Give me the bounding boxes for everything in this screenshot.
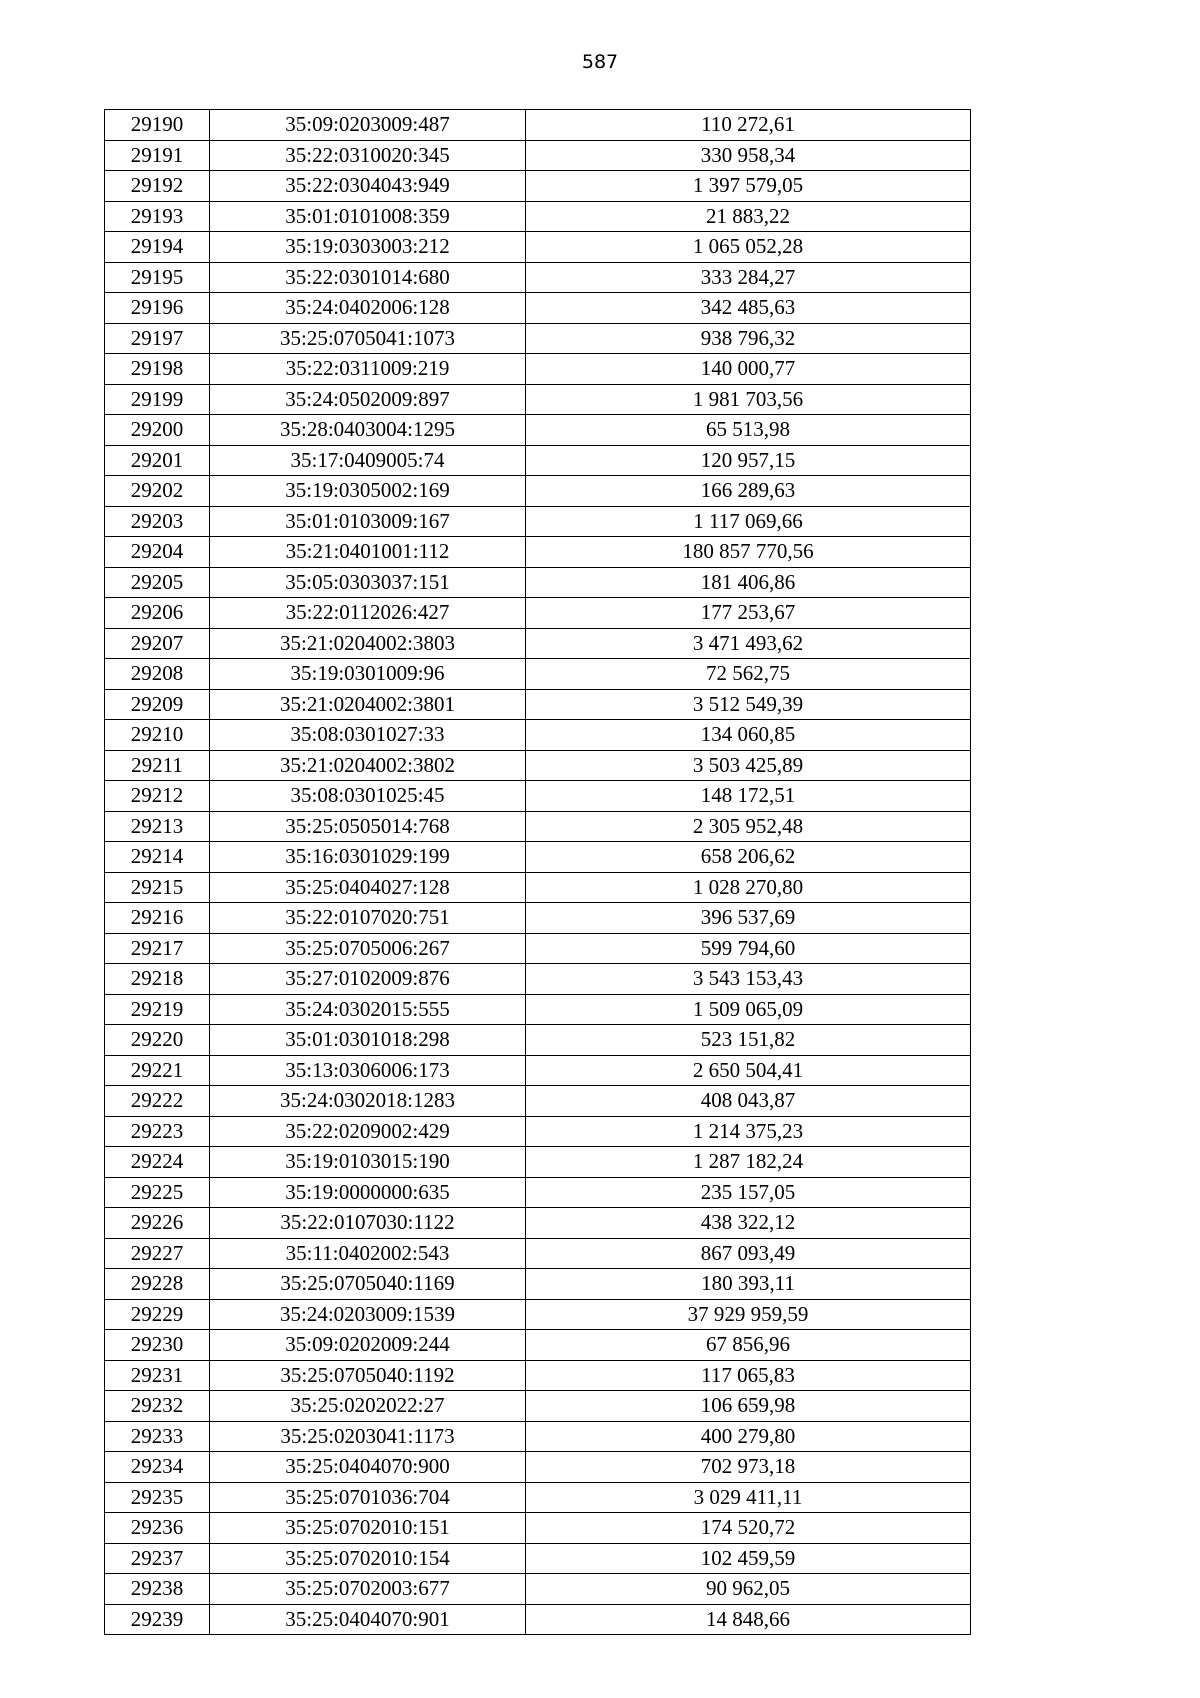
- cadastral-number-cell: 35:25:0701036:704: [210, 1482, 526, 1513]
- cadastral-number-cell: 35:22:0112026:427: [210, 598, 526, 629]
- row-number-cell: 29224: [105, 1147, 210, 1178]
- table-row: [105, 933, 971, 964]
- row-number-cell: 29199: [105, 384, 210, 415]
- row-number-cell: 29222: [105, 1086, 210, 1117]
- row-number-cell: 29236: [105, 1513, 210, 1544]
- table-row: [105, 1452, 971, 1483]
- cadastral-number-cell: 35:25:0203041:1173: [210, 1421, 526, 1452]
- cadastral-value-cell: 400 279,80: [526, 1421, 971, 1452]
- cadastral-value-cell: 1 509 065,09: [526, 994, 971, 1025]
- row-number-cell: 29200: [105, 415, 210, 446]
- table-row: [105, 537, 971, 568]
- table-row: [105, 262, 971, 293]
- table-row: [105, 567, 971, 598]
- table-row: [105, 1269, 971, 1300]
- cadastral-value-cell: 102 459,59: [526, 1543, 971, 1574]
- cadastral-number-cell: 35:09:0203009:487: [210, 110, 526, 141]
- cadastral-number-cell: 35:24:0302015:555: [210, 994, 526, 1025]
- cadastral-value-cell: 3 503 425,89: [526, 750, 971, 781]
- table-row: [105, 811, 971, 842]
- table-row: [105, 1391, 971, 1422]
- cadastral-value-cell: 3 471 493,62: [526, 628, 971, 659]
- row-number-cell: 29205: [105, 567, 210, 598]
- cadastral-number-cell: 35:25:0404027:128: [210, 872, 526, 903]
- table-row: [105, 1330, 971, 1361]
- table-row: [105, 1147, 971, 1178]
- row-number-cell: 29214: [105, 842, 210, 873]
- table-row: [105, 628, 971, 659]
- row-number-cell: 29212: [105, 781, 210, 812]
- cadastral-value-cell: 333 284,27: [526, 262, 971, 293]
- cadastral-value-cell: 148 172,51: [526, 781, 971, 812]
- cadastral-value-cell: 65 513,98: [526, 415, 971, 446]
- cadastral-value-cell: 235 157,05: [526, 1177, 971, 1208]
- table-row: [105, 964, 971, 995]
- row-number-cell: 29204: [105, 537, 210, 568]
- cadastral-value-cell: 2 650 504,41: [526, 1055, 971, 1086]
- cadastral-number-cell: 35:21:0204002:3801: [210, 689, 526, 720]
- row-number-cell: 29191: [105, 140, 210, 171]
- cadastral-value-cell: 180 857 770,56: [526, 537, 971, 568]
- cadastral-value-cell: 134 060,85: [526, 720, 971, 751]
- cadastral-value-cell: 90 962,05: [526, 1574, 971, 1605]
- table-row: [105, 445, 971, 476]
- row-number-cell: 29237: [105, 1543, 210, 1574]
- table-row: [105, 872, 971, 903]
- cadastral-number-cell: 35:01:0301018:298: [210, 1025, 526, 1056]
- cadastral-value-table: [104, 109, 971, 1635]
- cadastral-number-cell: 35:21:0401001:112: [210, 537, 526, 568]
- cadastral-number-cell: 35:25:0705041:1073: [210, 323, 526, 354]
- table-row: [105, 720, 971, 751]
- row-number-cell: 29226: [105, 1208, 210, 1239]
- cadastral-number-cell: 35:25:0202022:27: [210, 1391, 526, 1422]
- cadastral-value-cell: 1 028 270,80: [526, 872, 971, 903]
- cadastral-number-cell: 35:28:0403004:1295: [210, 415, 526, 446]
- cadastral-value-cell: 21 883,22: [526, 201, 971, 232]
- cadastral-number-cell: 35:22:0301014:680: [210, 262, 526, 293]
- row-number-cell: 29220: [105, 1025, 210, 1056]
- row-number-cell: 29194: [105, 232, 210, 263]
- cadastral-number-cell: 35:19:0305002:169: [210, 476, 526, 507]
- table-row: [105, 384, 971, 415]
- row-number-cell: 29197: [105, 323, 210, 354]
- table-row: [105, 659, 971, 690]
- cadastral-number-cell: 35:17:0409005:74: [210, 445, 526, 476]
- cadastral-number-cell: 35:22:0310020:345: [210, 140, 526, 171]
- cadastral-value-cell: 3 029 411,11: [526, 1482, 971, 1513]
- row-number-cell: 29209: [105, 689, 210, 720]
- row-number-cell: 29219: [105, 994, 210, 1025]
- row-number-cell: 29206: [105, 598, 210, 629]
- row-number-cell: 29227: [105, 1238, 210, 1269]
- table-row: [105, 1116, 971, 1147]
- table-row: [105, 689, 971, 720]
- cadastral-number-cell: 35:08:0301025:45: [210, 781, 526, 812]
- cadastral-number-cell: 35:22:0304043:949: [210, 171, 526, 202]
- cadastral-number-cell: 35:05:0303037:151: [210, 567, 526, 598]
- table-row: [105, 1238, 971, 1269]
- row-number-cell: 29217: [105, 933, 210, 964]
- cadastral-value-cell: 1 214 375,23: [526, 1116, 971, 1147]
- cadastral-number-cell: 35:01:0103009:167: [210, 506, 526, 537]
- cadastral-number-cell: 35:01:0101008:359: [210, 201, 526, 232]
- row-number-cell: 29235: [105, 1482, 210, 1513]
- cadastral-value-cell: 37 929 959,59: [526, 1299, 971, 1330]
- table-row: [105, 1604, 971, 1635]
- row-number-cell: 29198: [105, 354, 210, 385]
- table-row: [105, 293, 971, 324]
- cadastral-value-cell: 938 796,32: [526, 323, 971, 354]
- table-row: [105, 994, 971, 1025]
- row-number-cell: 29239: [105, 1604, 210, 1635]
- cadastral-value-cell: 180 393,11: [526, 1269, 971, 1300]
- table-row: [105, 140, 971, 171]
- cadastral-number-cell: 35:22:0107030:1122: [210, 1208, 526, 1239]
- row-number-cell: 29215: [105, 872, 210, 903]
- row-number-cell: 29221: [105, 1055, 210, 1086]
- cadastral-value-cell: 1 397 579,05: [526, 171, 971, 202]
- cadastral-number-cell: 35:25:0505014:768: [210, 811, 526, 842]
- cadastral-value-cell: 330 958,34: [526, 140, 971, 171]
- cadastral-number-cell: 35:22:0107020:751: [210, 903, 526, 934]
- table-row: [105, 1513, 971, 1544]
- cadastral-number-cell: 35:21:0204002:3803: [210, 628, 526, 659]
- table-row: [105, 354, 971, 385]
- row-number-cell: 29208: [105, 659, 210, 690]
- row-number-cell: 29201: [105, 445, 210, 476]
- table-row: [105, 1299, 971, 1330]
- cadastral-value-cell: 396 537,69: [526, 903, 971, 934]
- cadastral-number-cell: 35:24:0302018:1283: [210, 1086, 526, 1117]
- row-number-cell: 29211: [105, 750, 210, 781]
- cadastral-value-cell: 177 253,67: [526, 598, 971, 629]
- cadastral-number-cell: 35:25:0702003:677: [210, 1574, 526, 1605]
- cadastral-number-cell: 35:22:0209002:429: [210, 1116, 526, 1147]
- row-number-cell: 29213: [105, 811, 210, 842]
- row-number-cell: 29202: [105, 476, 210, 507]
- table-row: [105, 476, 971, 507]
- row-number-cell: 29234: [105, 1452, 210, 1483]
- cadastral-value-cell: 342 485,63: [526, 293, 971, 324]
- cadastral-value-cell: 106 659,98: [526, 1391, 971, 1422]
- row-number-cell: 29193: [105, 201, 210, 232]
- cadastral-value-cell: 523 151,82: [526, 1025, 971, 1056]
- cadastral-number-cell: 35:11:0402002:543: [210, 1238, 526, 1269]
- cadastral-number-cell: 35:24:0402006:128: [210, 293, 526, 324]
- table-row: [105, 1055, 971, 1086]
- table-row: [105, 1421, 971, 1452]
- row-number-cell: 29203: [105, 506, 210, 537]
- row-number-cell: 29229: [105, 1299, 210, 1330]
- cadastral-value-cell: 2 305 952,48: [526, 811, 971, 842]
- row-number-cell: 29216: [105, 903, 210, 934]
- cadastral-number-cell: 35:27:0102009:876: [210, 964, 526, 995]
- row-number-cell: 29190: [105, 110, 210, 141]
- cadastral-value-cell: 120 957,15: [526, 445, 971, 476]
- table-row: [105, 1543, 971, 1574]
- cadastral-value-cell: 599 794,60: [526, 933, 971, 964]
- cadastral-number-cell: 35:25:0404070:901: [210, 1604, 526, 1635]
- table-row: [105, 171, 971, 202]
- cadastral-number-cell: 35:25:0404070:900: [210, 1452, 526, 1483]
- table-body: [105, 110, 971, 1635]
- table-row: [105, 598, 971, 629]
- table-row: [105, 842, 971, 873]
- cadastral-value-cell: 3 543 153,43: [526, 964, 971, 995]
- table-row: [105, 232, 971, 263]
- cadastral-value-cell: 72 562,75: [526, 659, 971, 690]
- table-row: [105, 750, 971, 781]
- page-number: 587: [581, 51, 619, 73]
- cadastral-number-cell: 35:22:0311009:219: [210, 354, 526, 385]
- cadastral-value-cell: 174 520,72: [526, 1513, 971, 1544]
- cadastral-number-cell: 35:24:0502009:897: [210, 384, 526, 415]
- table-row: [105, 1482, 971, 1513]
- table-row: [105, 110, 971, 141]
- cadastral-value-cell: 408 043,87: [526, 1086, 971, 1117]
- cadastral-value-cell: 166 289,63: [526, 476, 971, 507]
- table-row: [105, 201, 971, 232]
- cadastral-number-cell: 35:09:0202009:244: [210, 1330, 526, 1361]
- cadastral-value-cell: 140 000,77: [526, 354, 971, 385]
- cadastral-value-cell: 438 322,12: [526, 1208, 971, 1239]
- table-row: [105, 1086, 971, 1117]
- row-number-cell: 29195: [105, 262, 210, 293]
- cadastral-value-cell: 67 856,96: [526, 1330, 971, 1361]
- cadastral-number-cell: 35:25:0705040:1169: [210, 1269, 526, 1300]
- cadastral-number-cell: 35:25:0705040:1192: [210, 1360, 526, 1391]
- cadastral-value-cell: 702 973,18: [526, 1452, 971, 1483]
- row-number-cell: 29210: [105, 720, 210, 751]
- cadastral-value-cell: 1 117 069,66: [526, 506, 971, 537]
- cadastral-value-cell: 867 093,49: [526, 1238, 971, 1269]
- cadastral-number-cell: 35:21:0204002:3802: [210, 750, 526, 781]
- cadastral-value-cell: 658 206,62: [526, 842, 971, 873]
- table-row: [105, 1025, 971, 1056]
- cadastral-value-cell: 181 406,86: [526, 567, 971, 598]
- table-row: [105, 1360, 971, 1391]
- row-number-cell: 29192: [105, 171, 210, 202]
- table-row: [105, 1208, 971, 1239]
- row-number-cell: 29238: [105, 1574, 210, 1605]
- cadastral-number-cell: 35:24:0203009:1539: [210, 1299, 526, 1330]
- row-number-cell: 29230: [105, 1330, 210, 1361]
- table-row: [105, 781, 971, 812]
- cadastral-value-cell: 14 848,66: [526, 1604, 971, 1635]
- cadastral-value-cell: 1 065 052,28: [526, 232, 971, 263]
- row-number-cell: 29196: [105, 293, 210, 324]
- table-row: [105, 506, 971, 537]
- table-row: [105, 323, 971, 354]
- row-number-cell: 29218: [105, 964, 210, 995]
- table-row: [105, 903, 971, 934]
- row-number-cell: 29223: [105, 1116, 210, 1147]
- cadastral-number-cell: 35:19:0103015:190: [210, 1147, 526, 1178]
- table-row: [105, 1177, 971, 1208]
- cadastral-number-cell: 35:19:0301009:96: [210, 659, 526, 690]
- cadastral-value-cell: 1 287 182,24: [526, 1147, 971, 1178]
- table-row: [105, 415, 971, 446]
- table-row: [105, 1574, 971, 1605]
- row-number-cell: 29231: [105, 1360, 210, 1391]
- cadastral-value-cell: 117 065,83: [526, 1360, 971, 1391]
- row-number-cell: 29232: [105, 1391, 210, 1422]
- cadastral-number-cell: 35:19:0303003:212: [210, 232, 526, 263]
- cadastral-value-cell: 1 981 703,56: [526, 384, 971, 415]
- cadastral-number-cell: 35:19:0000000:635: [210, 1177, 526, 1208]
- cadastral-number-cell: 35:16:0301029:199: [210, 842, 526, 873]
- row-number-cell: 29233: [105, 1421, 210, 1452]
- row-number-cell: 29225: [105, 1177, 210, 1208]
- cadastral-number-cell: 35:13:0306006:173: [210, 1055, 526, 1086]
- cadastral-number-cell: 35:25:0705006:267: [210, 933, 526, 964]
- cadastral-number-cell: 35:25:0702010:154: [210, 1543, 526, 1574]
- cadastral-value-cell: 110 272,61: [526, 110, 971, 141]
- row-number-cell: 29207: [105, 628, 210, 659]
- cadastral-number-cell: 35:08:0301027:33: [210, 720, 526, 751]
- cadastral-value-cell: 3 512 549,39: [526, 689, 971, 720]
- cadastral-number-cell: 35:25:0702010:151: [210, 1513, 526, 1544]
- row-number-cell: 29228: [105, 1269, 210, 1300]
